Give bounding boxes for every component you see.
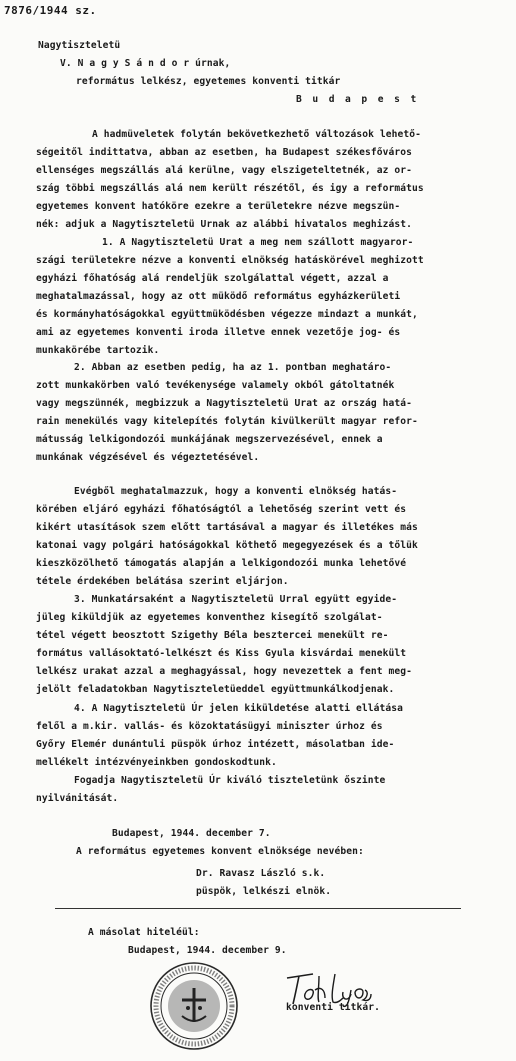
body-line: kieszközölhető támogatás alapján a lelkigondozói munka lehetővé bbox=[36, 558, 407, 569]
body-line: Győry Elemér dunántuli püspök úrhoz intézett, másolatban ide- bbox=[36, 739, 395, 750]
body-line: lelkész urakat azzal a meghagyással, hogy nevezettek a fent meg- bbox=[36, 666, 413, 677]
body-line: ellenséges megszállás alá kerülne, vagy elszigeteltetnék, az or- bbox=[36, 165, 413, 176]
body-line: és kormányhatóságokkal együttmüködésben végezze mindazt a munkát, bbox=[36, 309, 418, 320]
addressee-name: V. N a g y S á n d o r úrnak, bbox=[60, 58, 231, 69]
body-line: 2. Abban az esetben pedig, ha az 1. pontban meghatáro- bbox=[74, 362, 392, 373]
signer-name: Dr. Ravasz László s.k. bbox=[196, 868, 326, 879]
body-line: szág többi megszállás alá nem került részétől, és igy a református bbox=[36, 183, 424, 194]
body-line: körében eljáró egyházi főhatóságtól a lehetőség szerint vett és bbox=[36, 504, 407, 515]
body-line: munkának végzésével és végeztetésével. bbox=[36, 452, 260, 463]
certification-date: Budapest, 1944. december 9. bbox=[128, 945, 287, 956]
body-line: nyilvánitását. bbox=[36, 793, 119, 804]
body-line: vagy megszünnék, megbizzuk a Nagytiszteletü Urat az ország hatá- bbox=[36, 398, 413, 409]
body-line: jüleg kiküldjük az egyetemes konventhez kisegítő szolgálat- bbox=[36, 612, 383, 623]
body-line: tétel végett beosztott Szigethy Béla besztercei menekült re- bbox=[36, 630, 389, 641]
body-line: kikért utasítások szem előtt tartásával a magyar és illetékes más bbox=[36, 522, 418, 533]
body-line: meghatalmazással, hogy az ott müködő református egyházkerületi bbox=[36, 291, 401, 302]
certification-label: A másolat hiteléül: bbox=[88, 927, 200, 938]
body-line: ségeitől indittatva, abban az esetben, ha Budapest székesfőváros bbox=[36, 147, 413, 158]
signer-title: püspök, lelkészi elnök. bbox=[196, 886, 332, 897]
body-line: 4. A Nagytiszteletü Úr jelen kiküldetése alatti ellátása bbox=[74, 703, 404, 714]
divider-line bbox=[55, 908, 461, 909]
body-line: zott munkakörben való tevékenysége valamely okból gátoltatnék bbox=[36, 380, 395, 391]
on-behalf-line: A református egyetemes konvent elnöksége nevében: bbox=[76, 846, 364, 857]
body-line: szági területekre nézve a konventi elnökség hatáskörével meghizott bbox=[36, 255, 424, 266]
body-line: egyetemes konvent hatóköre ezekre a területekre nézve megszün- bbox=[36, 201, 401, 212]
body-line: A hadmüveletek folytán bekövetkezhető változások lehető- bbox=[92, 129, 422, 140]
addressee-title: református lelkész, egyetemes konventi titkár bbox=[76, 76, 341, 87]
body-line: Fogadja Nagytiszteletü Úr kiváló tiszteletünk őszinte bbox=[74, 775, 386, 786]
body-line: Evégből meghatalmazzuk, hogy a konventi elnökség hatás- bbox=[74, 486, 398, 497]
body-line: nék: adjuk a Nagytiszteletü Urnak az alábbi hivatalos meghizást. bbox=[36, 219, 413, 230]
body-line: tétele érdekében belátása szerint eljárjon. bbox=[36, 576, 289, 587]
official-seal-stamp bbox=[148, 960, 240, 1052]
body-line: mellékelt intézvényeinkben gondoskodtunk. bbox=[36, 757, 277, 768]
date-line: Budapest, 1944. december 7. bbox=[112, 828, 271, 839]
addressee-city: B u d a p e s t bbox=[296, 94, 419, 105]
body-line: katonai vagy polgári hatóságokkal köthető megegyezések és a tőlük bbox=[36, 540, 418, 551]
body-line: felől a m.kir. vallás- és közoktatásügyi miniszter úrhoz és bbox=[36, 721, 383, 732]
body-line: munkakörébe tartozik. bbox=[36, 345, 160, 356]
body-line: mátusság lelkigondozói munkájának megszervezésével, ennek a bbox=[36, 434, 383, 445]
body-line: ami az egyetemes konventi iroda illetve ennek vezetője jog- és bbox=[36, 327, 401, 338]
reference-number: 7876/1944 sz. bbox=[4, 4, 97, 17]
salutation: Nagytiszteletü bbox=[38, 40, 121, 51]
body-line: egyházi főhatóság alá rendeljük szolgálattal végett, azzal a bbox=[36, 273, 389, 284]
body-line: jelölt feladatokban Nagytiszteletüeddel együttmunkálkodjenak. bbox=[36, 684, 395, 695]
body-line: 1. A Nagytiszteletü Urat a meg nem szállott magyaror- bbox=[102, 237, 414, 248]
body-line: rain menekülés vagy kitelepítés folytán kivülkerült magyar refor- bbox=[36, 416, 418, 427]
body-line: 3. Munkatársaként a Nagytiszteletü Urral együtt egyide- bbox=[74, 594, 398, 605]
certification-title: konventi titkár. bbox=[286, 1002, 381, 1013]
body-line: formátus vallásoktató-lelkészt és Kiss Gyula kisvárdai menekült bbox=[36, 648, 407, 659]
